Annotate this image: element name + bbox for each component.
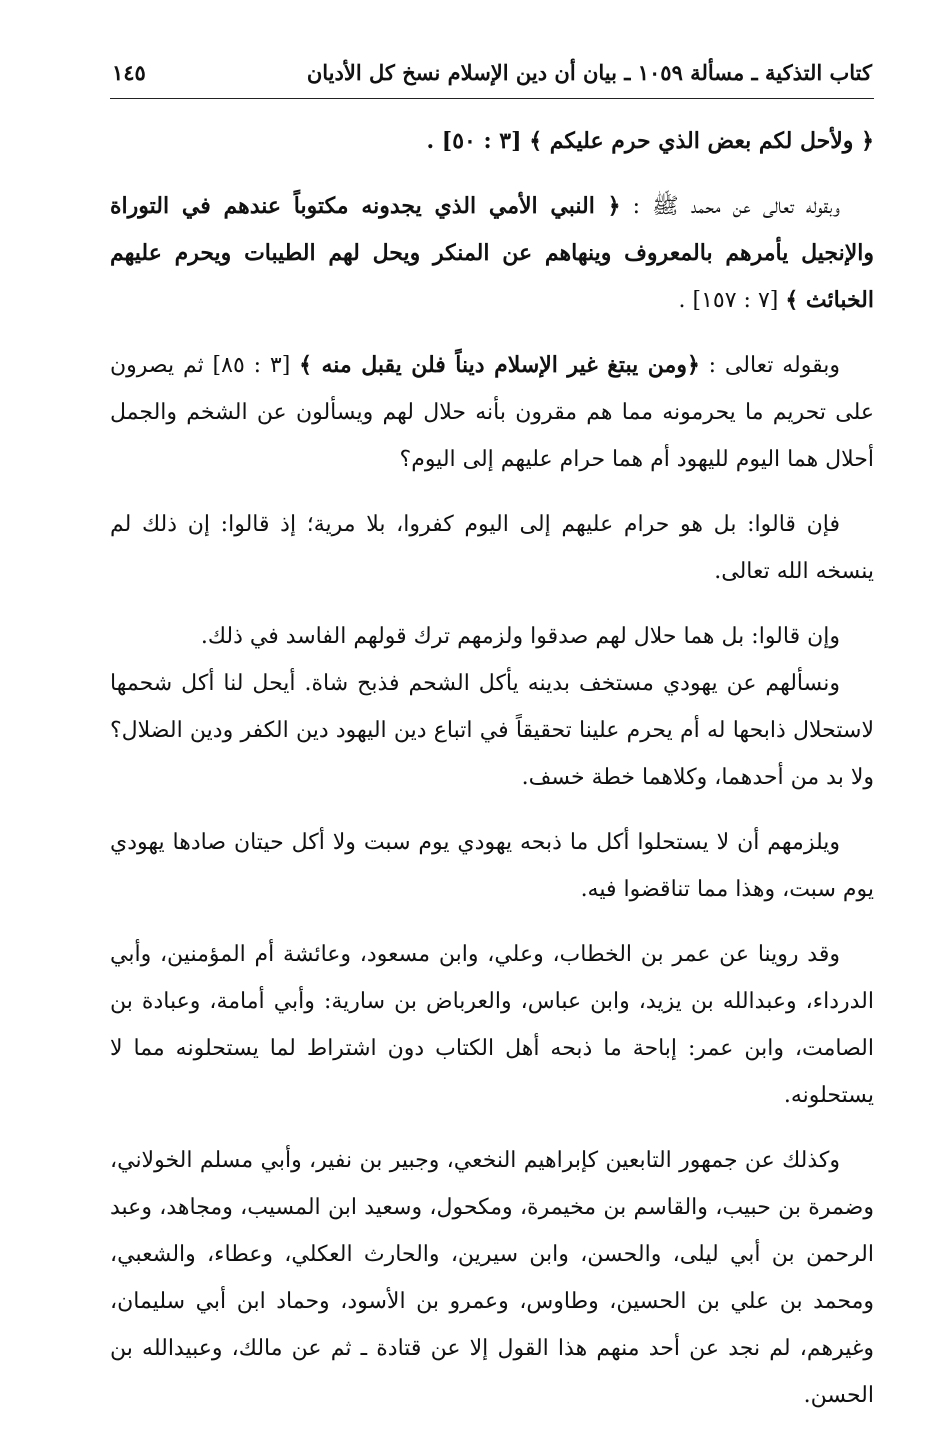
header-divider: [110, 98, 874, 99]
verse-paragraph: ﴿ ولأحل لكم بعض الذي حرم عليكم ﴾ [٣ : ٥٠] .: [426, 128, 874, 154]
paragraph-3: [110, 342, 874, 483]
paragraph-3-intro: وبقوله تعالى :: [699, 353, 840, 378]
paragraph-6: ونسألهم عن يهودي مستخف بدينه يأكل الشحم فذبح شاة. أيحل لنا أكل شحمها لاستحلال ذابحها له أم يحرم علينا تحقيقاً في اتباع دين اليهود دين الكفر ودين الضلال؟ ولا بد من أحدهما، وكلاهما خطة خسف.: [110, 671, 874, 790]
paragraph-2-quote: ﴿ النبي الأمي الذي يجدونه مكتوباً عندهم في التوراة والإنجيل يأمرهم بالمعروف وينهاهم عن المنكر ويحل لهم الطيبات ويحرم عليهم الخبائث ﴾: [110, 193, 874, 313]
paragraph-2-reference: [٧ : ١٥٧] .: [678, 288, 786, 313]
paragraph-9: وكذلك عن جمهور التابعين كإبراهيم النخعي، وجبير بن نفير، وأبي مسلم الخولاني، وضمرة بن حبيب، والقاسم بن مخيمرة، ومكحول، وسعيد ابن المسيب، ومجاهد، وعبد الرحمن بن أبي ليلى، والحسن، وابن سيرين، والحارث العكلي، وعطاء، والشعبي، ومحمد بن علي بن الحسين، وطاوس، وعمرو بن الأسود، وحماد ابن أبي سليمان، وغيرهم، لم نجد عن أحد منهم هذا القول إلا عن قتادة ـ ثم عن مالك، وعبيدالله بن الحسن.: [110, 1148, 874, 1408]
page-header: [112, 52, 872, 92]
page-number: ١٤٥: [112, 59, 146, 85]
paragraph-3-rest: [٣ : ٨٥] ثم يصرون على تحريم ما يحرمونه مما هم مقرون بأنه حلال لهم ويسألون عن الشخم والجمل أحلال هما اليوم لليهود أم هما حرام عليهم إلى اليوم؟: [110, 353, 874, 472]
paragraph-4: فإن قالوا: بل هو حرام عليهم إلى اليوم كفروا، بلا مرية؛ إذ قالوا: إن ذلك لم ينسخه الله تعالى.: [110, 512, 874, 584]
page-body: [110, 118, 874, 1437]
paragraph-5: وإن قالوا: بل هما حلال لهم صدقوا ولزمهم ترك قولهم الفاسد في ذلك.: [200, 624, 840, 649]
running-title: كتاب التذكية ـ مسألة ١٠٥٩ ـ بيان أن دين الإسلام نسخ كل الأديان: [306, 59, 872, 85]
paragraph-2-intro: وبقوله تعالى عن محمد ﷺ :: [620, 194, 840, 219]
paragraph-3-quote: ﴿ومن يبتغ غير الإسلام ديناً فلن يقبل منه ﴾: [299, 352, 700, 378]
paragraph-2: [110, 183, 874, 324]
paragraph-7: ويلزمهم أن لا يستحلوا أكل ما ذبحه يهودي يوم سبت ولا أكل حيتان صادها يهودي يوم سبت، وهذا مما تناقضوا فيه.: [110, 830, 874, 902]
paragraph-8: وقد روينا عن عمر بن الخطاب، وعلي، وابن مسعود، وعائشة أم المؤمنين، وأبي الدرداء، وعبدالله بن يزيد، وابن عباس، والعرباض بن سارية: وأبي أمامة، وعبادة بن الصامت، وابن عمر: إباحة ما ذبحه أهل الكتاب دون اشتراط لما يستحلونه مما لا يستحلونه.: [110, 942, 874, 1108]
